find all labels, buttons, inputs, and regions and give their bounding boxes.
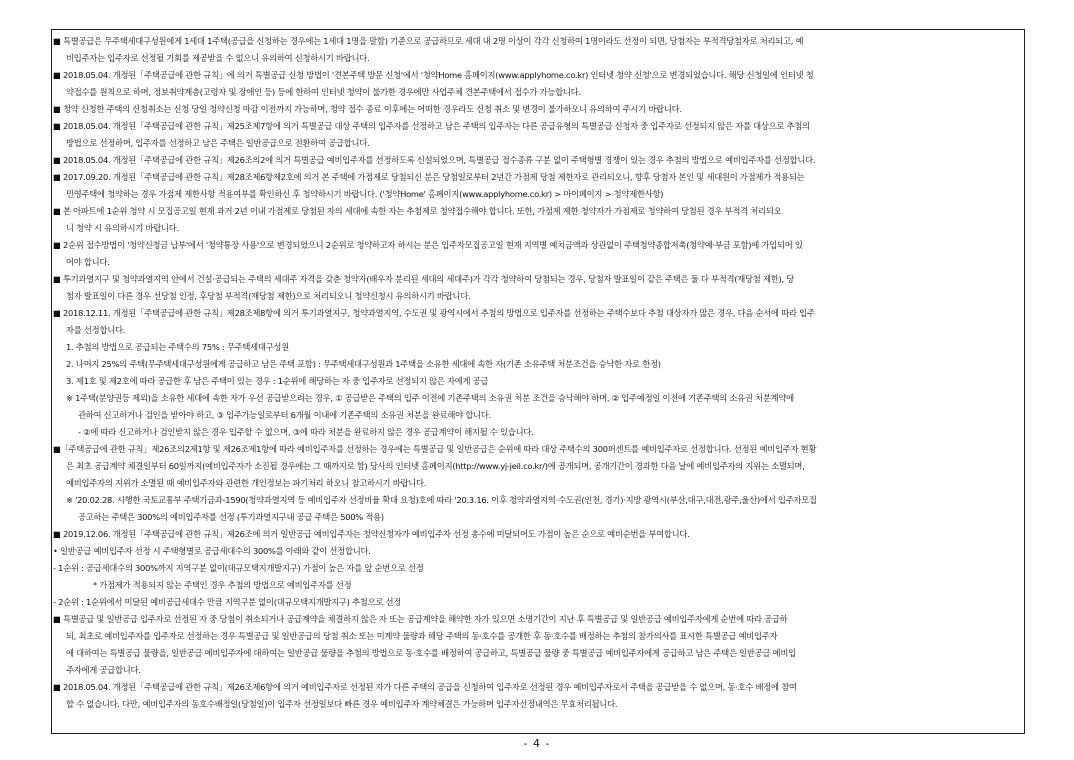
notice-line-40: 할 수 없습니다. 다만, 예비입주자의 동호수배정일(당첨일)이 입주자 선정일보다 빠른 경우 예비입주자 계약체결은 가능하며 입주자선정내역은 무효처리됩니다. (66, 699, 618, 709)
notice-line-19: 1. 추첨의 방법으로 공급되는 주택수의 75% : 무주택세대구성원 (66, 342, 289, 352)
notice-line-36: 되, 최초로 예비입주자를 입주자로 선정하는 경우 특별공급 및 일반공급의 당첨 취소 또는 미계약 물량과 해당 주택의 동·호수를 공개한 후 동·호수를 배정하는 추첨의 참가의사를 표시한 특별공급 예비입주자 (66, 631, 778, 641)
notice-line-24: - ②에 따라 신고하거나 검인받지 않은 경우 입주할 수 없으며, ③에 따라 처분을 완료하지 않은 경우 공급계약이 해지될 수 있습니다. (78, 427, 534, 437)
notice-line-33: * 가점제가 적용되지 않는 주택인 경우 추첨의 방법으로 예비입주자를 선정 (93, 580, 352, 590)
notice-line-21: 3. 제1호 및 제2호에 따라 공급한 후 남은 주택이 있는 경우 : 1순위에 해당하는 자 중 입주자로 선정되지 않은 자에게 공급 (66, 376, 489, 386)
notice-line-32: - 1순위 : 공급세대수의 300%까지 지역구분 없이(대규모택지개발지구) 가점이 높은 자를 앞 순번으로 선정 (53, 563, 424, 573)
notice-line-11: ■ 본 아파트에 1순위 청약 시 모집공고일 현재 과거 2년 이내 가점제로 당첨된 자의 세대에 속한 자는 추첨제로 청약접수해야 합니다. 또한, 가점제 제한 청약자가 가점제로 청약하여 당첨된 경우 부적격 처리되오 (53, 206, 782, 216)
notice-line-17: ■ 2018.12.11. 개정된「주택공급에 관한 규칙」제28조제8항에 의거 투기과열지구, 청약과열지역, 수도권 및 광역시에서 추첨의 방법으로 입주자를 선정하는 주택수보다 추첨 대상자가 많은 경우, 다음 순서에 따라 입주 (53, 308, 815, 318)
notice-line-9: ■ 2017.09.20. 개정된「주택공급에 관한 규칙」제28조제6항제2호에 의거 본 주택에 가점제로 당첨되신 분은 당첨일로부터 2년간 가점제 당첨 제한자로 관리되오니, 향후 당첨자 본인 및 세대원이 가점제가 적용되는 (53, 172, 805, 182)
notice-line-18: 자를 선정합니다. (66, 325, 126, 335)
notice-line-26: 은 최초 공급계약 체결일부터 60일까지(예비입주자가 소진될 경우에는 그 때까지로 함) 당사의 인터넷 홈페이지(http://www.yj-jeil.co.kr/)에 공개되며, 공개기간이 경과한 다음 날에 예비입주자의 지위는 소멸되며, (66, 461, 805, 471)
notice-line-31: • 일반공급 예비입주자 선정 시 주택형별로 공급세대수의 300%를 아래와 같이 선정합니다. (53, 546, 371, 556)
notice-line-38: 주자에게 공급합니다. (66, 665, 141, 675)
notice-line-15: ■ 투기과열지구 및 청약과열지역 안에서 건설·공급되는 주택의 세대주 자격을 갖춘 청약자(배우자 분리된 세대의 세대주)가 각각 청약하여 당첨되는 경우, 당첨자 발표일이 같은 주택은 둘 다 부적격(재당첨 제한), 당 (53, 274, 795, 284)
notice-line-1: ■ 특별공급은 무주택세대구성원에게 1세대 1주택(공급을 신청하는 경우에는 1세대 1명을 말함) 기준으로 공급하므로 세대 내 2명 이상이 각각 신청하여 1명이라도 선정이 되면, 당첨자는 부적격당첨자로 처리되고, 예 (53, 36, 804, 46)
notice-line-14: 어야 합니다. (66, 257, 110, 267)
notice-line-20: 2. 나머지 25%의 주택(무주택세대구성원에게 공급하고 남은 주택 포함) : 무주택세대구성원과 1주택을 소유한 세대에 속한 자(기존 소유주택 처분조건을 승낙한 자로 한정) (66, 359, 661, 369)
notice-line-35: ■ 특별공급 및 일반공급 입주자로 선정된 자 중 당첨이 취소되거나 공급계약을 체결하지 않은 자 또는 공급계약을 해약한 자가 있으면 소명기간이 지난 후 특별공급 및 일반공급 예비입주자에게 순번에 따라 공급하 (53, 614, 788, 624)
notice-line-27: 예비입주자의 지위가 소멸된 때 예비입주자와 관련한 개인정보는 파기처리 하오니 참고하시기 바랍니다. (66, 478, 427, 488)
notice-line-25: ■「주택공급에 관한 규칙」제26조의2제1항 및 제26조제1항에 따라 예비입주자를 선정하는 경우에는 특별공급 및 일반공급은 순위에 따라 대상 주택수의 300퍼센트를 예비입주자로 선정합니다. 선정된 예비입주자 현황 (53, 444, 817, 454)
notice-line-4: 약접수를 원칙으로 하며, 정보취약계층(고령자 및 장애인 등) 등에 한하여 인터넷 청약이 불가한 경우에만 사업주체 견본주택에서 접수가 가능합니다. (66, 87, 581, 97)
notice-line-13: ■ 2순위 접수방법이 '청약신청금 납부'에서 '청약통장 사용'으로 변경되었으니 2순위로 청약하고자 하시는 분은 입주자모집공고일 현재 지역별 예치금액과 상관없이 주택청약종합저축(청약예·부금 포함)에 가입되어 있 (53, 240, 803, 250)
notice-line-8: ■ 2018.05.04. 개정된「주택공급에 관한 규칙」제26조의2에 의거 특별공급 예비입주자를 선정하도록 신설되었으며, 특별공급 접수종류 구분 없이 주택형별 경쟁이 있는 경우 추첨의 방법으로 예비입주자를 선정합니다. (53, 155, 816, 165)
notice-line-7: 방법으로 선정하며, 입주자를 선정하고 남은 주택은 일반공급으로 전환하여 공급합니다. (66, 138, 370, 148)
notice-line-22: ※ 1주택(분양권등 제외)을 소유한 세대에 속한 자가 우선 공급받으려는 경우, ① 공급받은 주택의 입주 이전에 기존주택의 소유권 처분 조건을 승낙해야 하며, ② 입주예정일 이전에 기존주택의 소유권 처분계약에 (66, 393, 794, 403)
notice-line-16: 첨자 발표일이 다른 경우 선당첨 인정, 후당첨 부적격(재당첨 제한)으로 처리되오니 청약신청시 유의하시기 바랍니다. (66, 291, 471, 301)
notice-line-34: - 2순위 : 1순위에서 미달된 예비공급세대수 만큼 지역구분 없이(대규모택지개발지구) 추첨으로 선정 (53, 597, 402, 607)
notice-line-30: ■ 2019.12.06. 개정된「주택공급에 관한 규칙」제26조에 의거 일반공급 예비입주자는 청약신청자가 예비입주자 선정 총수에 미달되어도 가점이 높은 순으로 예비순번을 부여합니다. (53, 529, 690, 539)
notice-line-37: 에 대하여는 특별공급 물량을, 일반공급 예비입주자에 대하여는 일반공급 물량을 추첨의 방법으로 동·호수를 배정하여 공급하고, 특별공급 물량 중 특별공급 예비입주자에게 공급하고 남은 주택은 일반공급 예비입 (66, 648, 796, 658)
page-number: - 4 - (523, 737, 551, 750)
notice-line-3: ■ 2018.05.04. 개정된「주택공급에 관한 규칙」에 의거 특별공급 신청 방법이 '견본주택 방문 신청'에서 '청약Home 홈페이지(www.applyhome.co.kr) 인터넷 청약 신청'으로 변경되었습니다. 해당 신청일에 인터넷 청 (53, 70, 814, 80)
notice-line-29: 공고하는 주택은 300%의 예비입주자를 선정 (투기과열지구내 공급 주택은 500% 적용) (78, 512, 384, 522)
notice-line-23: 관하여 신고하거나 검인을 받아야 하고, ③ 입주가능일로부터 6개월 이내에 기존주택의 소유권 처분을 완료해야 합니다. (78, 410, 491, 420)
notice-line-5: ■ 청약 신청한 주택의 신청취소는 신청 당일 청약신청 마감 이전까지 가능하며, 청약 접수 종료 이후에는 어떠한 경우라도 신청 취소 및 변경이 불가하오니 유의하여 주시기 바랍니다. (53, 104, 682, 114)
notice-line-28: ※ '20.02.28. 시행한 국토교통부 주택기금과-1590(청약과열지역 등 예비입주자 선정비율 확대 요청)호에 따라 '20.3.16. 이후 청약과열지역·수도권(인천, 경기)·지방 광역시(부산,대구,대전,광주,울산)에서 입주자모집 (66, 495, 817, 505)
notice-line-12: 니 청약 시 유의하시기 바랍니다. (66, 223, 179, 233)
notice-line-6: ■ 2018.05.04. 개정된「주택공급에 관한 규칙」제25조제7항에 의거 특별공급 대상 주택의 입주자를 선정하고 남은 주택의 입주자는 다른 공급유형의 특별공급 신청자 중 입주자로 선정되지 않은 자를 대상으로 추첨의 (53, 121, 810, 131)
notice-line-39: ■ 2018.05.04. 개정된「주택공급에 관한 규칙」제26조제6항에 의거 예비입주자로 선정된 자가 다른 주택의 공급을 신청하여 입주자로 선정된 경우 예비입주자로서 주택을 공급받을 수 없으며, 동·호수 배정에 참여 (53, 682, 797, 692)
notice-line-10: 민영주택에 청약하는 경우 가점제 제한사항 적용여부를 확인하신 후 청약하시기 바랍니다. ('청약Home' 홈페이지(www.applyhome.co.kr) > 마이페이지 > 청약제한사항) (66, 189, 664, 199)
notice-line-2: 비입주자는 입주자로 선정될 기회를 제공받을 수 없으니 유의하여 신청하시기 바랍니다. (66, 53, 370, 63)
